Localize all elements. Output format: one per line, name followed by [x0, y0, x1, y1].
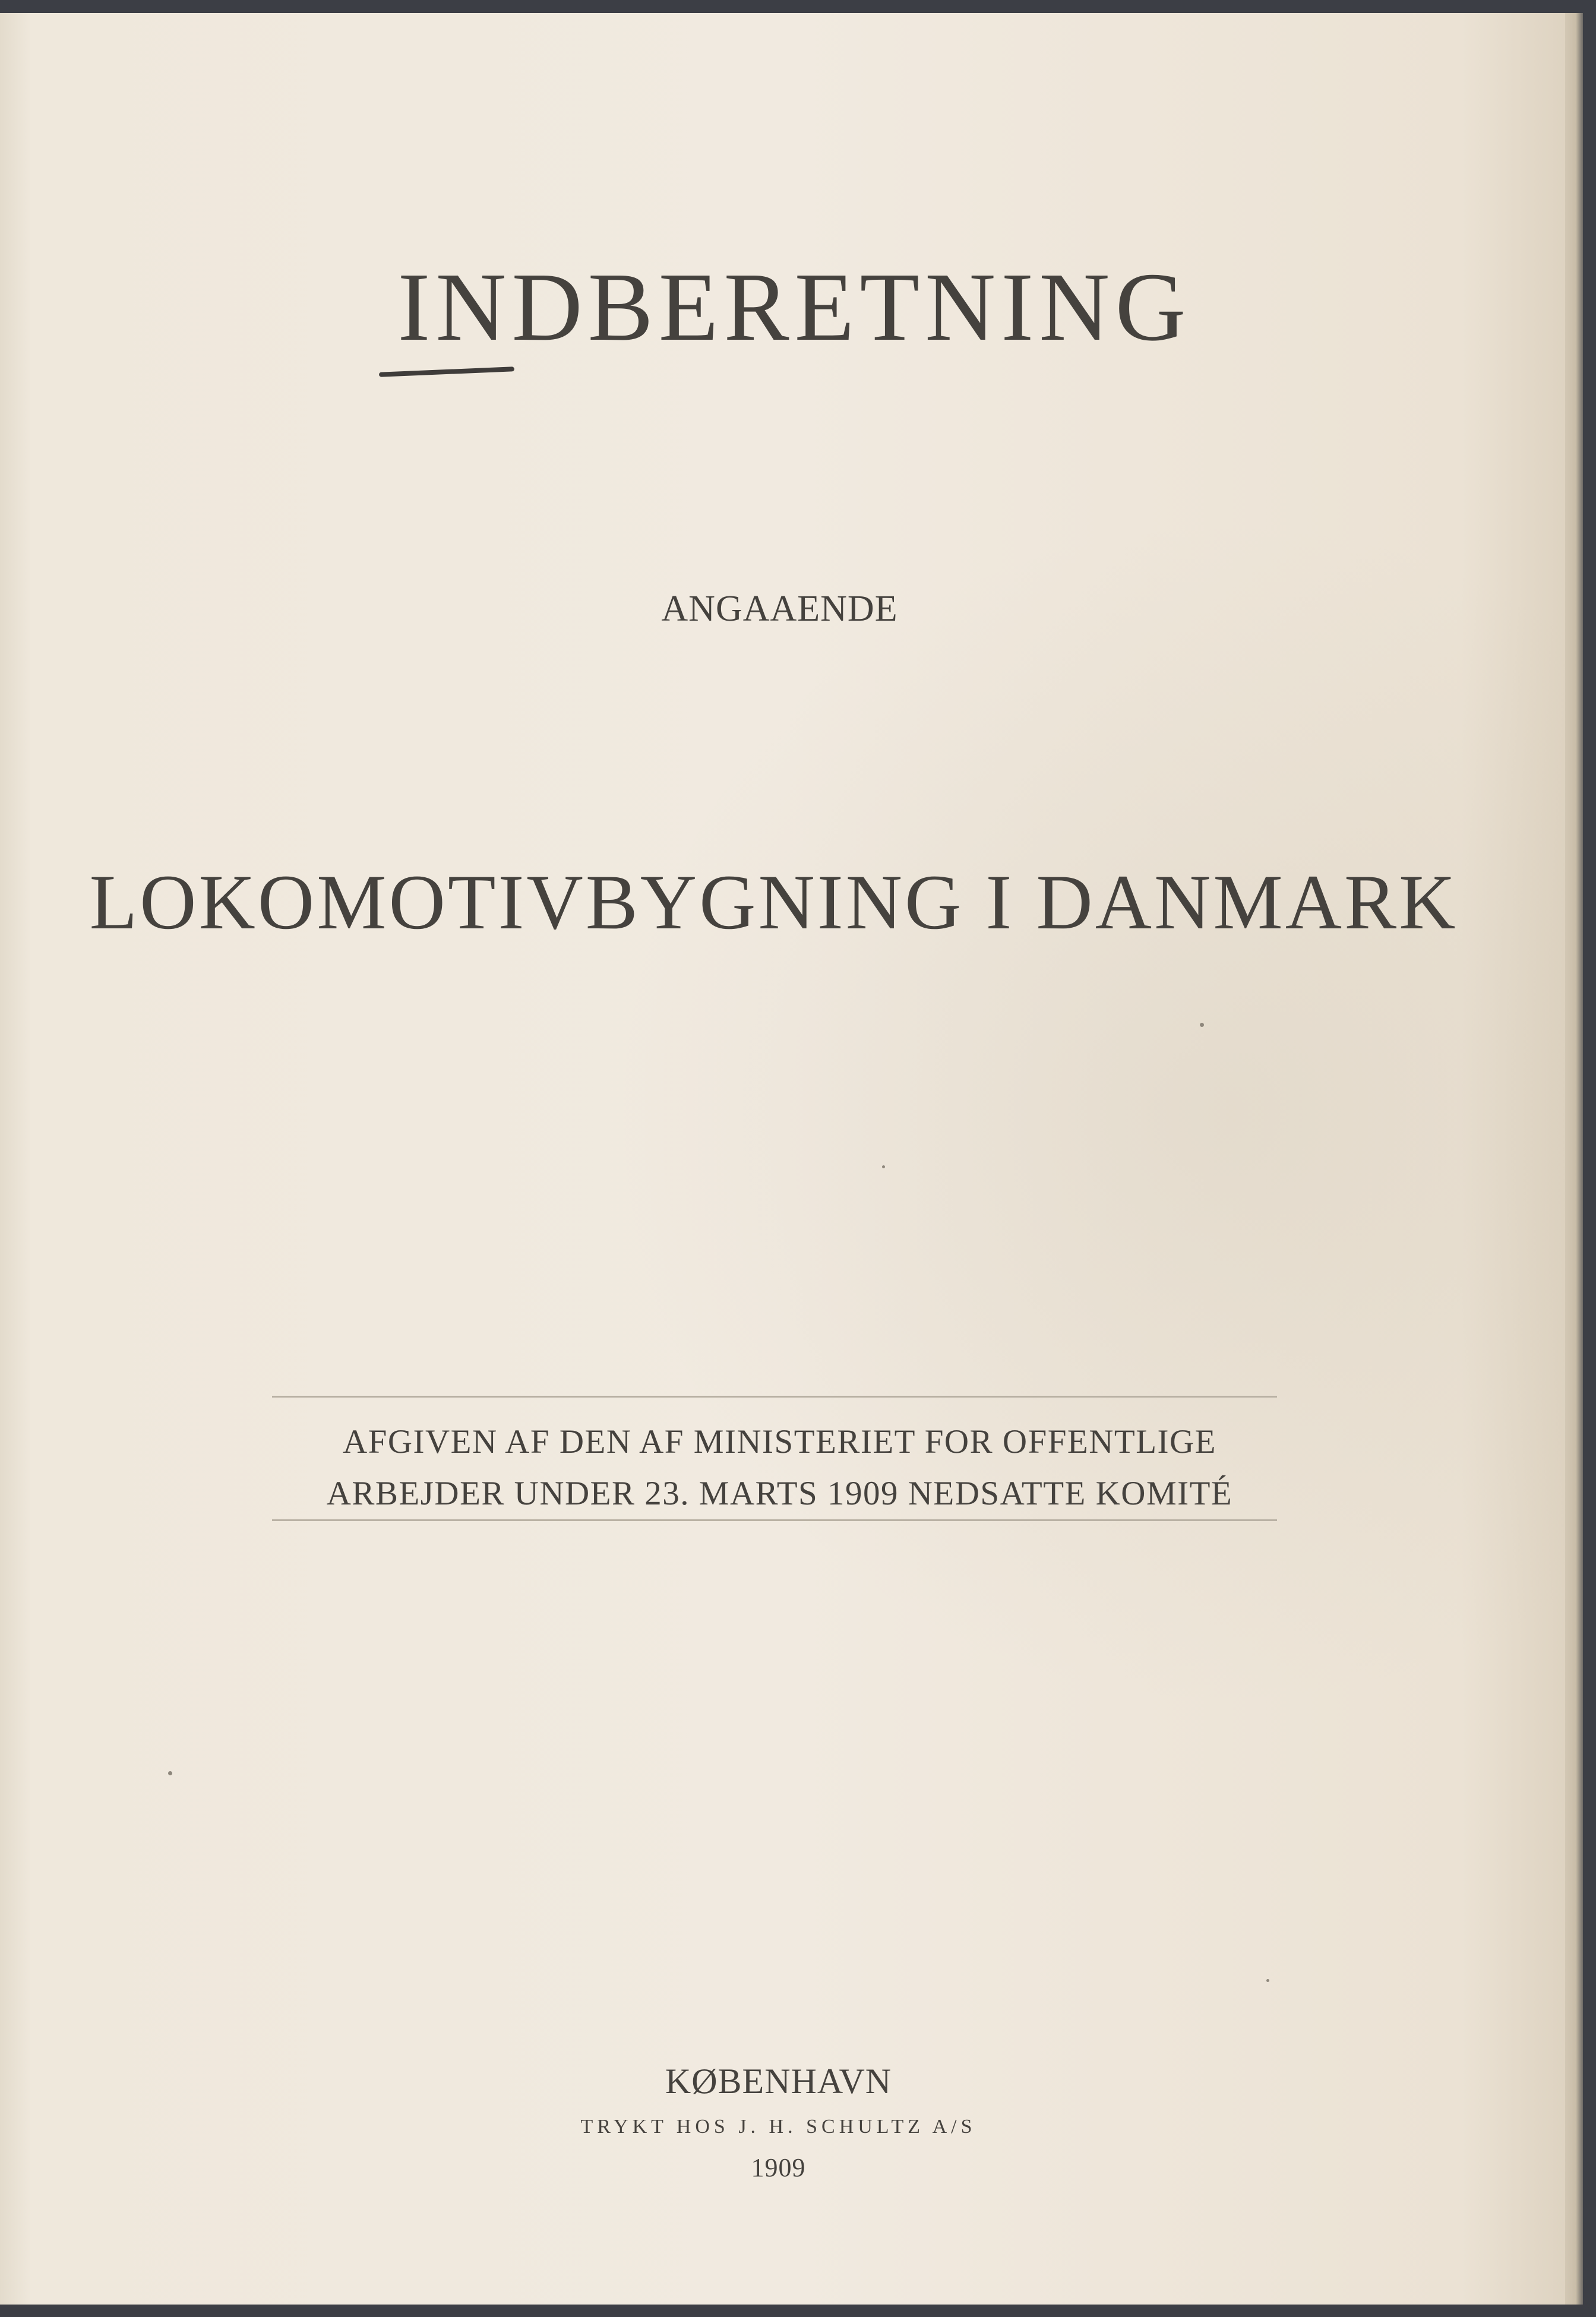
imprint-printer: TRYKT HOS J. H. SCHULTZ A/S	[580, 2116, 976, 2138]
document-title: INDBERETNING	[397, 252, 1192, 361]
pencil-underline-mark	[379, 366, 514, 377]
page-edge	[1565, 13, 1583, 2305]
committee-statement	[0, 1416, 1565, 1519]
paper-speck	[168, 1771, 172, 1775]
imprint-year: 1909	[751, 2153, 806, 2182]
document-subtitle: ANGAAENDE	[661, 589, 898, 629]
committee-line-1: AFGIVEN AF DEN AF MINISTERIET FOR OFFENTLIGE	[342, 1423, 1217, 1461]
imprint-place: KØBENHAVN	[665, 2062, 892, 2101]
paper-speck	[1266, 1979, 1269, 1982]
committee-line-2: ARBEJDER UNDER 23. MARTS 1909 NEDSATTE KOMITÉ	[326, 1475, 1233, 1512]
main-heading: LOKOMOTIVBYGNING I DANMARK	[89, 858, 1458, 946]
bottom-divider	[272, 1519, 1277, 1521]
title-page	[0, 13, 1571, 2305]
top-divider	[272, 1396, 1277, 1398]
paper-speck	[882, 1165, 885, 1168]
paper-speck	[1200, 1023, 1204, 1027]
